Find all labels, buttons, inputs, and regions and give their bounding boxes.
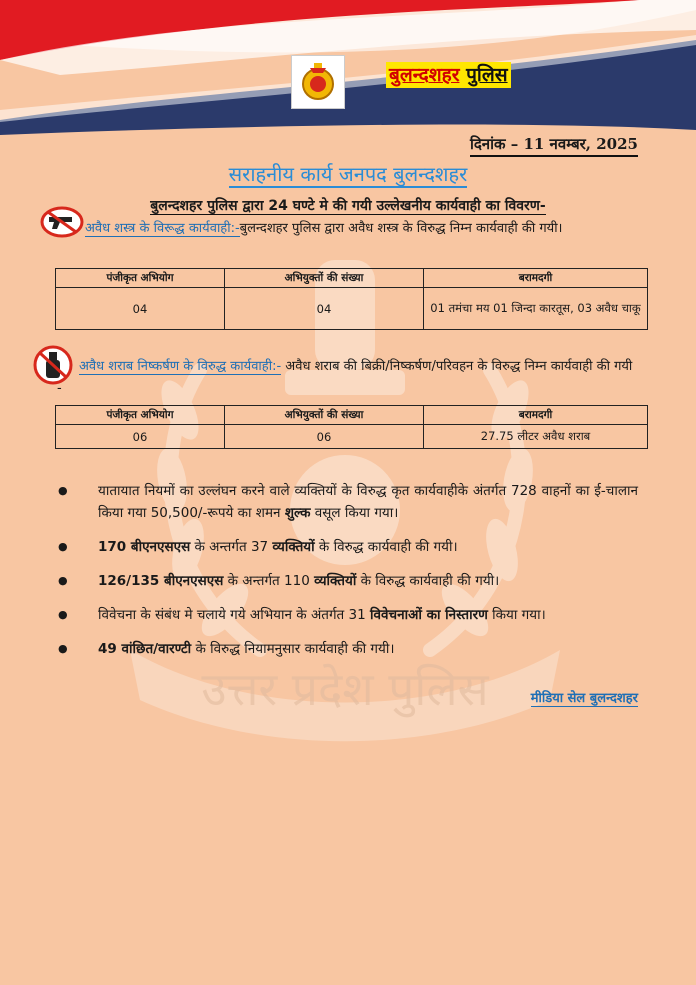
point-text: के विरुद्ध नियामनुसार कार्यवाही की गयी। (191, 641, 395, 657)
table-cell: 06 (56, 425, 225, 449)
brand-part2: पुलिस (466, 64, 508, 86)
brand-title (386, 62, 511, 88)
point-emphasis: 170 बीएनएसएस (98, 539, 191, 555)
point-text: यातायात नियमों का उल्लंघन करने वाले व्यक्तियों के विरुद्ध कृत कार्यवाहीके अंतर्गत 728 वाहनों का ई-चालान किया गया 50,500/-रूपये का शमन (98, 483, 638, 521)
page-title-text: सराहनीय कार्य जनपद बुलन्दशहर (228, 162, 468, 186)
section-liquor-text (57, 356, 637, 400)
brand-part1: बुलन्दशहर (389, 64, 460, 86)
table-cell: 04 (225, 288, 424, 330)
point-text: विवेचना के संबंध मे चलाये गये अभियान के अंतर्गत 31 (98, 607, 371, 623)
section-arms-heading: अवैध शस्त्र के विरूद्ध कार्यवाही:- (85, 221, 240, 236)
action-points-list (58, 480, 638, 672)
list-item (58, 604, 638, 626)
table-header: बरामदगी (424, 406, 648, 425)
table-row (56, 288, 648, 330)
list-item (58, 638, 638, 660)
police-emblem-icon (296, 60, 340, 104)
liquor-table (55, 405, 648, 449)
point-text: के विरुद्ध कार्यवाही की गयी। (314, 539, 458, 555)
table-cell: 06 (225, 425, 424, 449)
point-text: किया गया। (487, 607, 546, 623)
point-emphasis: 126/135 बीएनएसएस (98, 573, 224, 589)
table-cell: 27.75 लीटर अवैध शराब (424, 425, 648, 449)
section-arms-text (57, 218, 637, 240)
up-police-logo (291, 55, 345, 109)
document-date: दिनांक – 11 नवम्बर, 2025 (470, 134, 638, 157)
table-header: बरामदगी (424, 269, 648, 288)
point-emphasis: विवेचनाओं का निस्तारण (370, 607, 488, 623)
page-subtitle (0, 196, 696, 215)
point-text: के अन्तर्गत 110 (223, 573, 315, 589)
table-header: पंजीकृत अभियोग (56, 269, 225, 288)
section-liquor-heading: अवैध शराब निष्कर्षण के विरुद्ध कार्यवाही:- (79, 359, 282, 374)
section-liquor-description: अवैध शराब की बिक्री/निष्कर्षण/परिवहन के विरुद्ध निम्न कार्यवाही की गयी - (57, 359, 633, 396)
page-title (0, 160, 696, 187)
list-item (58, 536, 638, 558)
table-header: अभियुक्तों की संख्या (225, 269, 424, 288)
point-text: के विरुद्ध कार्यवाही की गयी। (356, 573, 500, 589)
point-emphasis: व्यक्तियों (272, 539, 315, 555)
section-arms-description: बुलन्दशहर पुलिस द्वारा अवैध शस्त्र के विरुद्ध निम्न कार्यवाही की गयी। (239, 221, 563, 236)
table-header-row (56, 406, 648, 425)
point-text: वसूल किया गया। (310, 505, 399, 521)
table-row (56, 425, 648, 449)
point-text: के अन्तर्गत 37 (190, 539, 273, 555)
table-header: अभियुक्तों की संख्या (225, 406, 424, 425)
header-banner (0, 0, 696, 135)
table-header-row (56, 269, 648, 288)
table-header: पंजीकृत अभियोग (56, 406, 225, 425)
watermark-text: उत्तर प्रदेश पुलिस (201, 662, 489, 716)
list-item (58, 480, 638, 524)
point-emphasis: व्यक्तियों (314, 573, 357, 589)
table-cell: 04 (56, 288, 225, 330)
table-cell: 01 तमंचा मय 01 जिन्दा कारतूस, 03 अवैध चाकू (424, 288, 648, 330)
media-cell-signature: मीडिया सेल बुलन्दशहर (531, 688, 638, 707)
list-item (58, 570, 638, 592)
page-subtitle-text: बुलन्दशहर पुलिस द्वारा 24 घण्टे मे की गयी उल्लेखनीय कार्यवाही का विवरण- (150, 198, 546, 214)
point-emphasis: 49 वांछित/वारण्टी (98, 641, 192, 657)
arms-table (55, 268, 648, 330)
point-emphasis: शुल्क (284, 505, 311, 521)
